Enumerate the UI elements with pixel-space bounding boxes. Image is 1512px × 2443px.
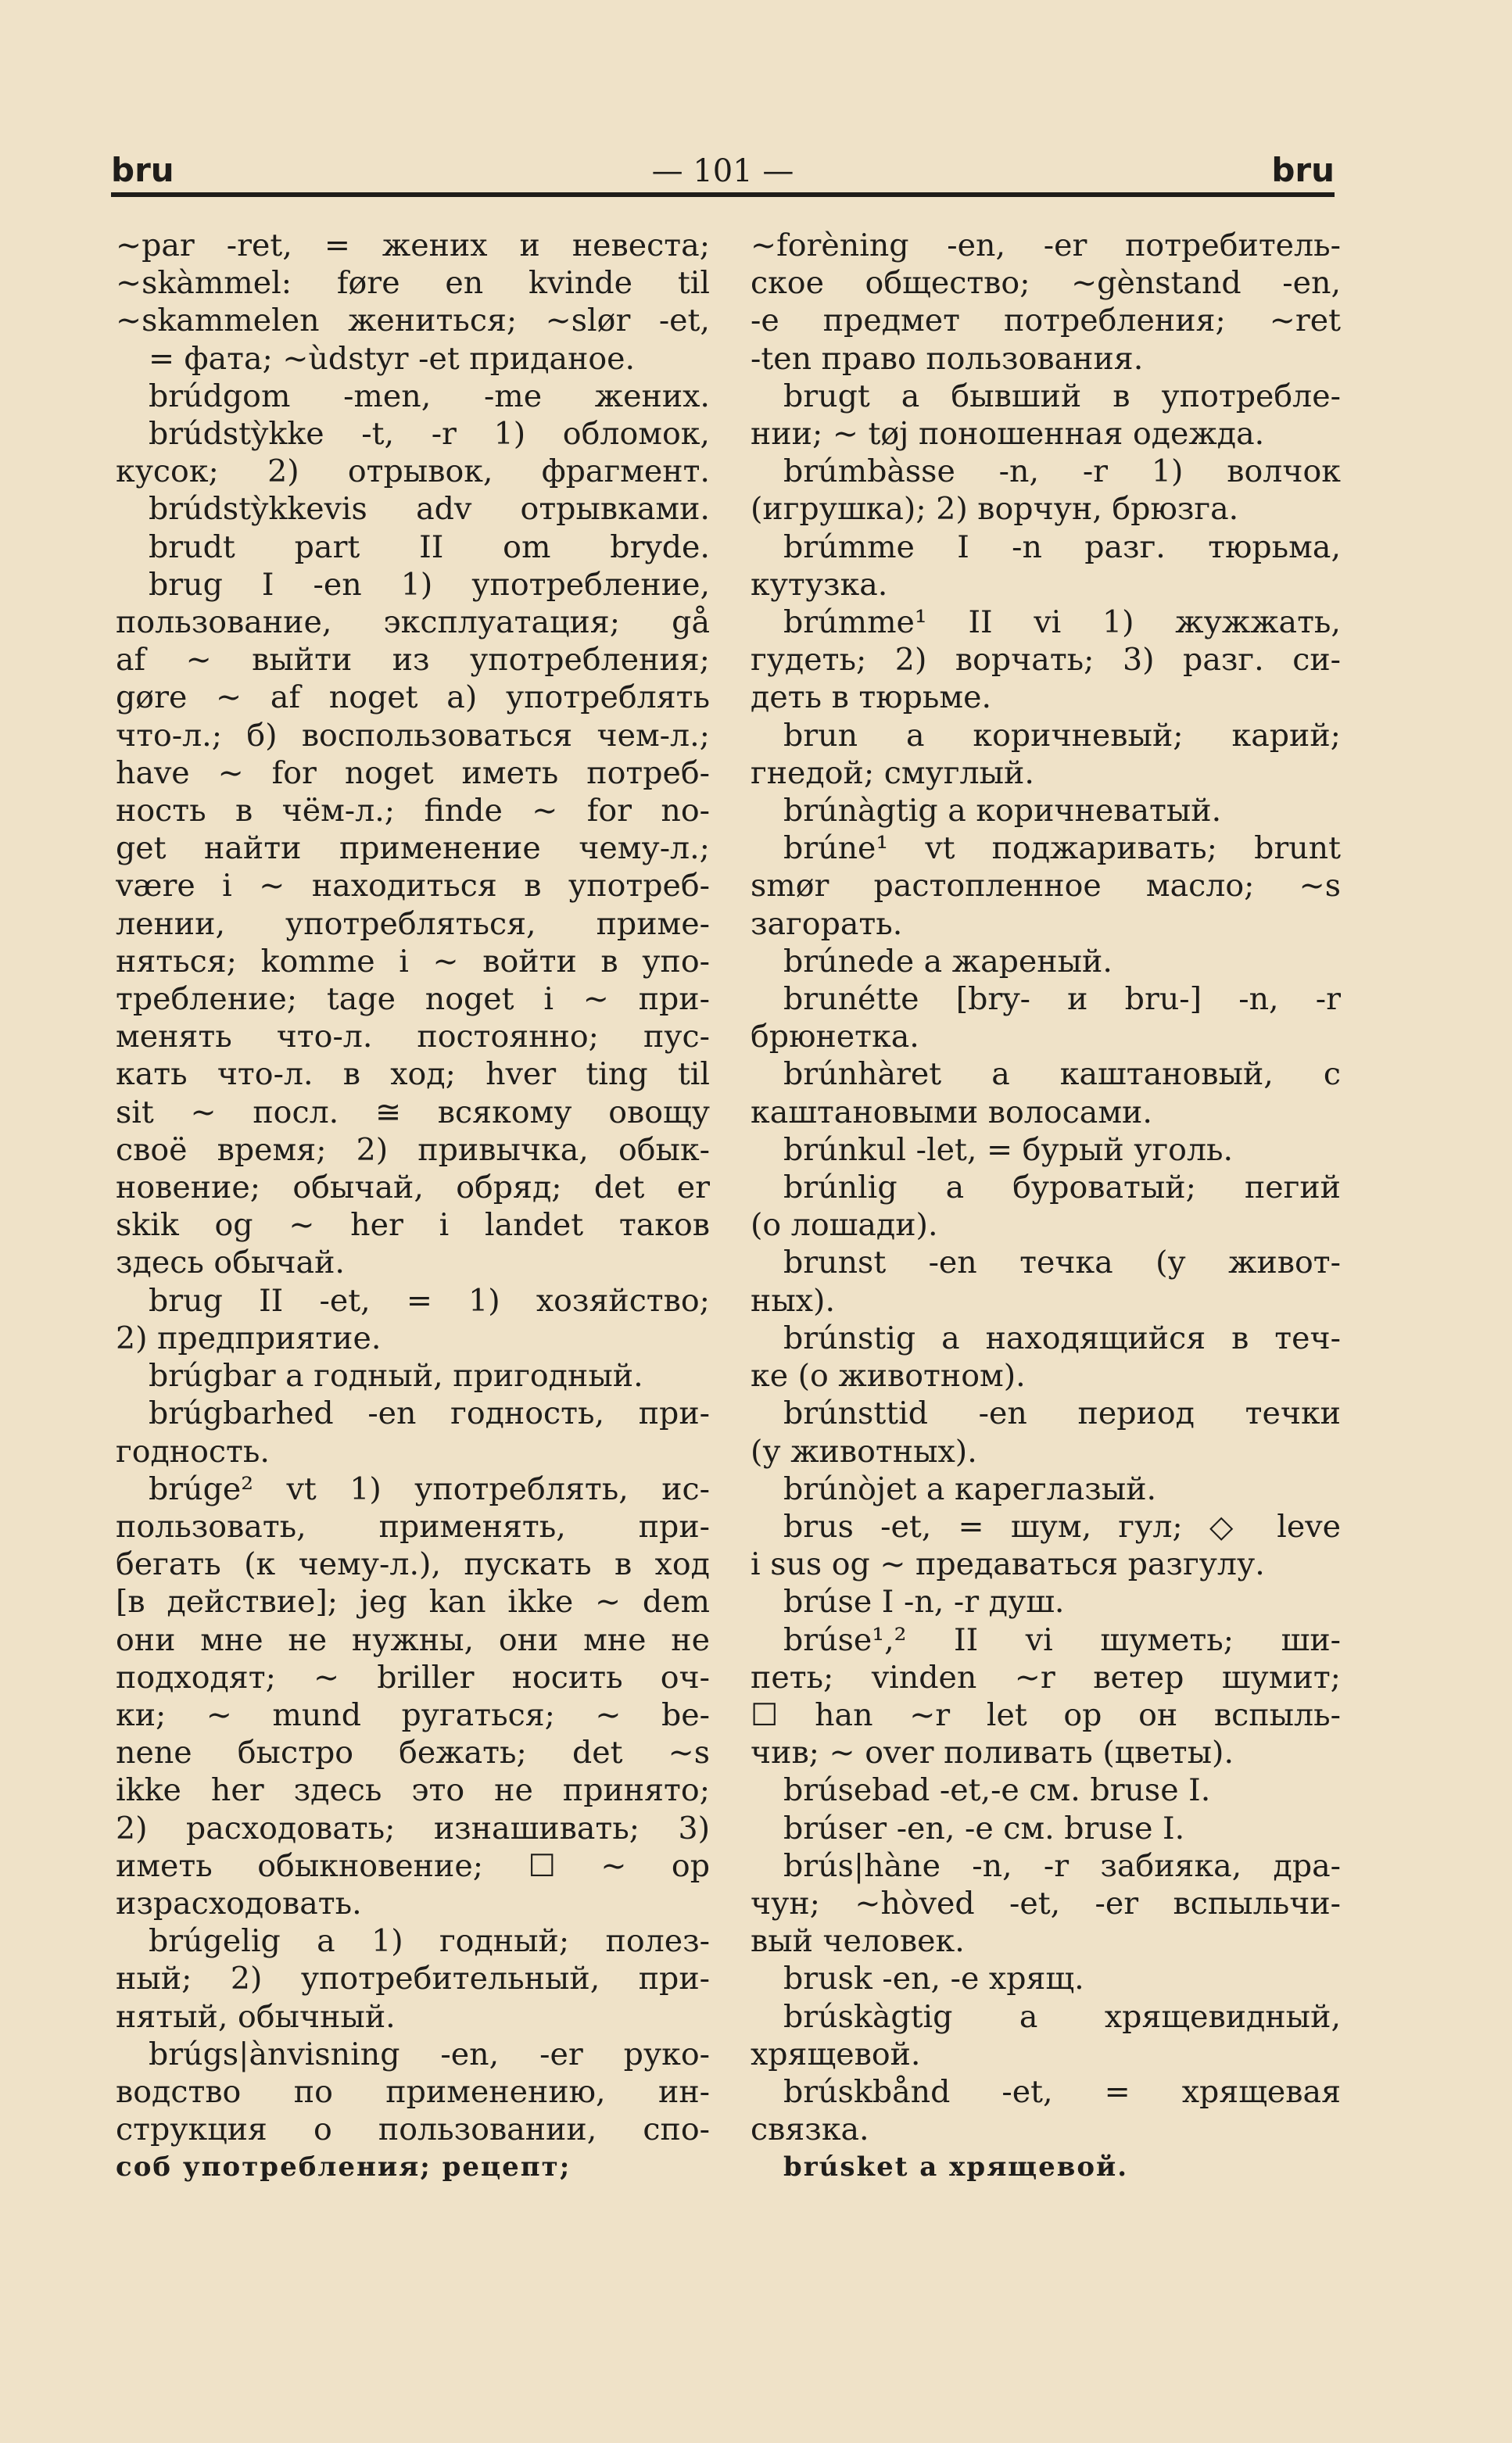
dictionary-text-line: чив; ~ over поливать (цветы). xyxy=(751,1735,1234,1771)
dictionary-text-line: ный; 2) употребительный, при- xyxy=(116,1961,710,1997)
dictionary-text-line: brug I -en 1) употребление, xyxy=(149,566,710,603)
dictionary-text-line: соб употребления; рецепт; xyxy=(116,2151,571,2183)
dictionary-text-line: деть в тюрьме. xyxy=(751,679,992,716)
dictionary-text-line: требление; tage noget i ~ при- xyxy=(116,981,710,1018)
dictionary-text-line: кутузка. xyxy=(751,566,888,603)
dictionary-text-line: [в действие]; jeg kan ikke ~ dem xyxy=(116,1584,710,1621)
dictionary-text-line: brudt part II om bryde. xyxy=(149,528,710,565)
dictionary-text-line: brúnhàret a каштановый, с xyxy=(783,1056,1341,1093)
dictionary-text-line: brusk -en, -e хрящ. xyxy=(783,1961,1084,1997)
dictionary-text-line: новение; обычай, обряд; det er xyxy=(116,1170,710,1206)
dictionary-text-line: подходят; ~ briller носить оч- xyxy=(116,1659,710,1696)
dictionary-text-line: что-л.; б) воспользоваться чем-л.; xyxy=(116,717,710,754)
dictionary-text-line: af ~ выйти из употребления; xyxy=(116,642,710,679)
dictionary-text-line: brúnsttid -en период течки xyxy=(783,1395,1341,1432)
dictionary-text-line: brúne¹ vt поджаривать; brunt xyxy=(783,830,1341,867)
dictionary-text-line: гнедой; смуглый. xyxy=(751,754,1034,791)
dictionary-text-line: brugt a бывший в употребле- xyxy=(783,378,1341,414)
dictionary-text-line: гудеть; 2) ворчать; 3) разг. си- xyxy=(751,642,1341,679)
dictionary-text-line: бегать (к чему-л.), пускать в ход xyxy=(116,1546,710,1583)
dictionary-text-line: brúsket a хрящевой. xyxy=(783,2151,1129,2183)
dictionary-text-line: brúsebad -et,-e см. bruse I. xyxy=(783,1772,1211,1809)
dictionary-text-line: вый человек. xyxy=(751,1923,965,1960)
dictionary-text-line: ных). xyxy=(751,1282,836,1319)
dictionary-text-line: være i ~ находиться в употреб- xyxy=(116,868,710,904)
dictionary-text-line: 2) предприятие. xyxy=(116,1320,382,1356)
dictionary-text-line: brúnede a жареный. xyxy=(783,943,1113,980)
dictionary-text-line: петь; vinden ~r ветер шумит; xyxy=(751,1659,1341,1696)
dictionary-text-line: нии; ~ tøj поношенная одежда. xyxy=(751,416,1265,453)
right-guide-word: bru xyxy=(1271,151,1335,189)
dictionary-text-line: -e предмет потребления; ~ret xyxy=(751,303,1341,339)
dictionary-text-line: -ten право пользования. xyxy=(751,340,1144,377)
dictionary-text-line: ность в чём-л.; finde ~ for no- xyxy=(116,793,710,829)
dictionary-text-line: have ~ for noget иметь потреб- xyxy=(116,754,710,791)
dictionary-text-line: пользование, эксплуатация; gå xyxy=(116,604,710,641)
dictionary-text-line: gøre ~ af noget a) употреблять xyxy=(116,679,710,716)
dictionary-text-line: brúse¹,² II vi шуметь; ши- xyxy=(783,1621,1341,1658)
dictionary-text-line: струкция о пользовании, спо- xyxy=(116,2112,710,2148)
dictionary-text-line: = фата; ~ùdstyr -et приданое. xyxy=(149,340,636,377)
dictionary-text-line: ~skammelen жениться; ~slør -et, xyxy=(116,303,710,339)
dictionary-text-line: (о лошади). xyxy=(751,1207,938,1244)
dictionary-text-line: brúnstig a находящийся в теч- xyxy=(783,1320,1341,1356)
dictionary-text-line: brúnkul -let, = бурый уголь. xyxy=(783,1131,1234,1168)
dictionary-text-line: они мне не нужны, они мне не xyxy=(116,1621,710,1658)
dictionary-text-line: пользовать, применять, при- xyxy=(116,1508,710,1545)
dictionary-text-line: skik og ~ her i landet таков xyxy=(116,1207,710,1244)
dictionary-text-line: brúnòjet a кареглазый. xyxy=(783,1470,1157,1507)
dictionary-text-line: smør растопленное масло; ~s xyxy=(751,868,1341,904)
dictionary-text-line: здесь обычай. xyxy=(116,1245,345,1281)
dictionary-text-line: ikke her здесь это не принято; xyxy=(116,1772,710,1809)
dictionary-text-line: израсходовать. xyxy=(116,1885,362,1922)
dictionary-text-line: связка. xyxy=(751,2112,869,2148)
dictionary-text-line: иметь обыкновение; ☐ ~ op xyxy=(116,1847,710,1884)
dictionary-text-line: ~par -ret, = жених и невеста; xyxy=(116,227,710,263)
page-header xyxy=(111,145,1335,189)
dictionary-text-line: чун; ~hòved -et, -er вспыльчи- xyxy=(751,1885,1341,1922)
dictionary-text-line: кусок; 2) отрывок, фрагмент. xyxy=(116,453,710,490)
dictionary-text-line: ке (о животном). xyxy=(751,1358,1026,1395)
dictionary-text-line: (у животных). xyxy=(751,1433,977,1470)
dictionary-text-line: brus -et, = шум, гул; ◇ leve xyxy=(783,1508,1341,1545)
dictionary-text-line: 2) расходовать; изнашивать; 3) xyxy=(116,1810,710,1847)
dictionary-text-line: ки; ~ mund ругаться; ~ be- xyxy=(116,1696,710,1733)
dictionary-text-line: brús|hàne -n, -r забияка, дра- xyxy=(783,1847,1341,1884)
dictionary-text-line: brúse I -n, -r душ. xyxy=(783,1584,1065,1621)
dictionary-text-line: brug II -et, = 1) хозяйство; xyxy=(149,1282,710,1319)
dictionary-text-line: водство по применению, ин- xyxy=(116,2073,710,2110)
dictionary-text-line: sit ~ посл. ≅ всякому овощу xyxy=(116,1094,710,1130)
dictionary-text-line: менять что-л. постоянно; пус- xyxy=(116,1019,710,1055)
dictionary-text-line: загорать. xyxy=(751,905,903,942)
dictionary-text-line: brúmme¹ II vi 1) жужжать, xyxy=(783,604,1341,641)
dictionary-text-line: nene быстро бежать; det ~s xyxy=(116,1735,710,1771)
dictionary-text-line: brúser -en, -e см. bruse I. xyxy=(783,1810,1185,1847)
dictionary-text-line: brúmbàsse -n, -r 1) волчок xyxy=(783,453,1341,490)
dictionary-text-line: хрящевой. xyxy=(751,2036,921,2072)
dictionary-text-line: brúgs|ànvisning -en, -er руко- xyxy=(149,2036,710,2072)
dictionary-text-line: brúskàgtig a хрящевидный, xyxy=(783,1998,1341,2035)
dictionary-text-line: лении, употребляться, приме- xyxy=(116,905,710,942)
dictionary-text-line: brúdstỳkke -t, -r 1) обломок, xyxy=(149,416,710,453)
dictionary-text-line: кать что-л. в ход; hver ting til xyxy=(116,1056,710,1093)
dictionary-text-line: brúnàgtig a коричневатый. xyxy=(783,793,1222,829)
dictionary-text-line: brunétte [bry- и bru-] -n, -r xyxy=(783,981,1341,1018)
header-rule xyxy=(111,192,1335,197)
dictionary-text-line: каштановыми волосами. xyxy=(751,1094,1152,1130)
right-column xyxy=(751,227,1341,2187)
dictionary-text-line: ☐ han ~r let op он вспыль- xyxy=(751,1696,1341,1733)
dictionary-text-line: brun a коричневый; карий; xyxy=(783,717,1341,754)
dictionary-text-line: brunst -en течка (у живот- xyxy=(783,1245,1341,1281)
dictionary-text-line: brúgbar a годный, пригодный. xyxy=(149,1358,643,1395)
dictionary-text-line: brúnlig a буроватый; пегий xyxy=(783,1170,1341,1206)
dictionary-text-line: нятый, обычный. xyxy=(116,1998,396,2035)
dictionary-text-line: ~forèning -en, -er потребитель- xyxy=(751,227,1341,263)
dictionary-text-line: brúge² vt 1) употреблять, ис- xyxy=(149,1470,710,1507)
page-number: — 101 — xyxy=(651,153,794,189)
dictionary-text-line: brúdstỳkkevis adv отрывками. xyxy=(149,491,710,528)
dictionary-text-line: brúskbånd -et, = хрящевая xyxy=(783,2073,1341,2110)
dictionary-text-line: (игрушка); 2) ворчун, брюзга. xyxy=(751,491,1239,528)
left-column xyxy=(116,227,710,2187)
left-guide-word: bru xyxy=(111,151,174,189)
dictionary-text-line: brúmme I -n разг. тюрьма, xyxy=(783,528,1341,565)
dictionary-text-line: годность. xyxy=(116,1433,270,1470)
dictionary-text-line: brúdgom -men, -me жених. xyxy=(149,378,710,414)
dictionary-text-line: няться; komme i ~ войти в упо- xyxy=(116,943,710,980)
dictionary-text-line: get найти применение чему-л.; xyxy=(116,830,710,867)
dictionary-text-line: i sus og ~ предаваться разгулу. xyxy=(751,1546,1265,1583)
dictionary-text-line: своё время; 2) привычка, обык- xyxy=(116,1131,710,1168)
dictionary-text-line: ~skàmmel: føre en kvinde til xyxy=(116,265,710,302)
dictionary-text-line: brúgelig a 1) годный; полез- xyxy=(149,1923,710,1960)
dictionary-text-line: brúgbarhed -en годность, при- xyxy=(149,1395,710,1432)
dictionary-text-line: ское общество; ~gènstand -en, xyxy=(751,265,1341,302)
dictionary-text-line: брюнетка. xyxy=(751,1019,919,1055)
